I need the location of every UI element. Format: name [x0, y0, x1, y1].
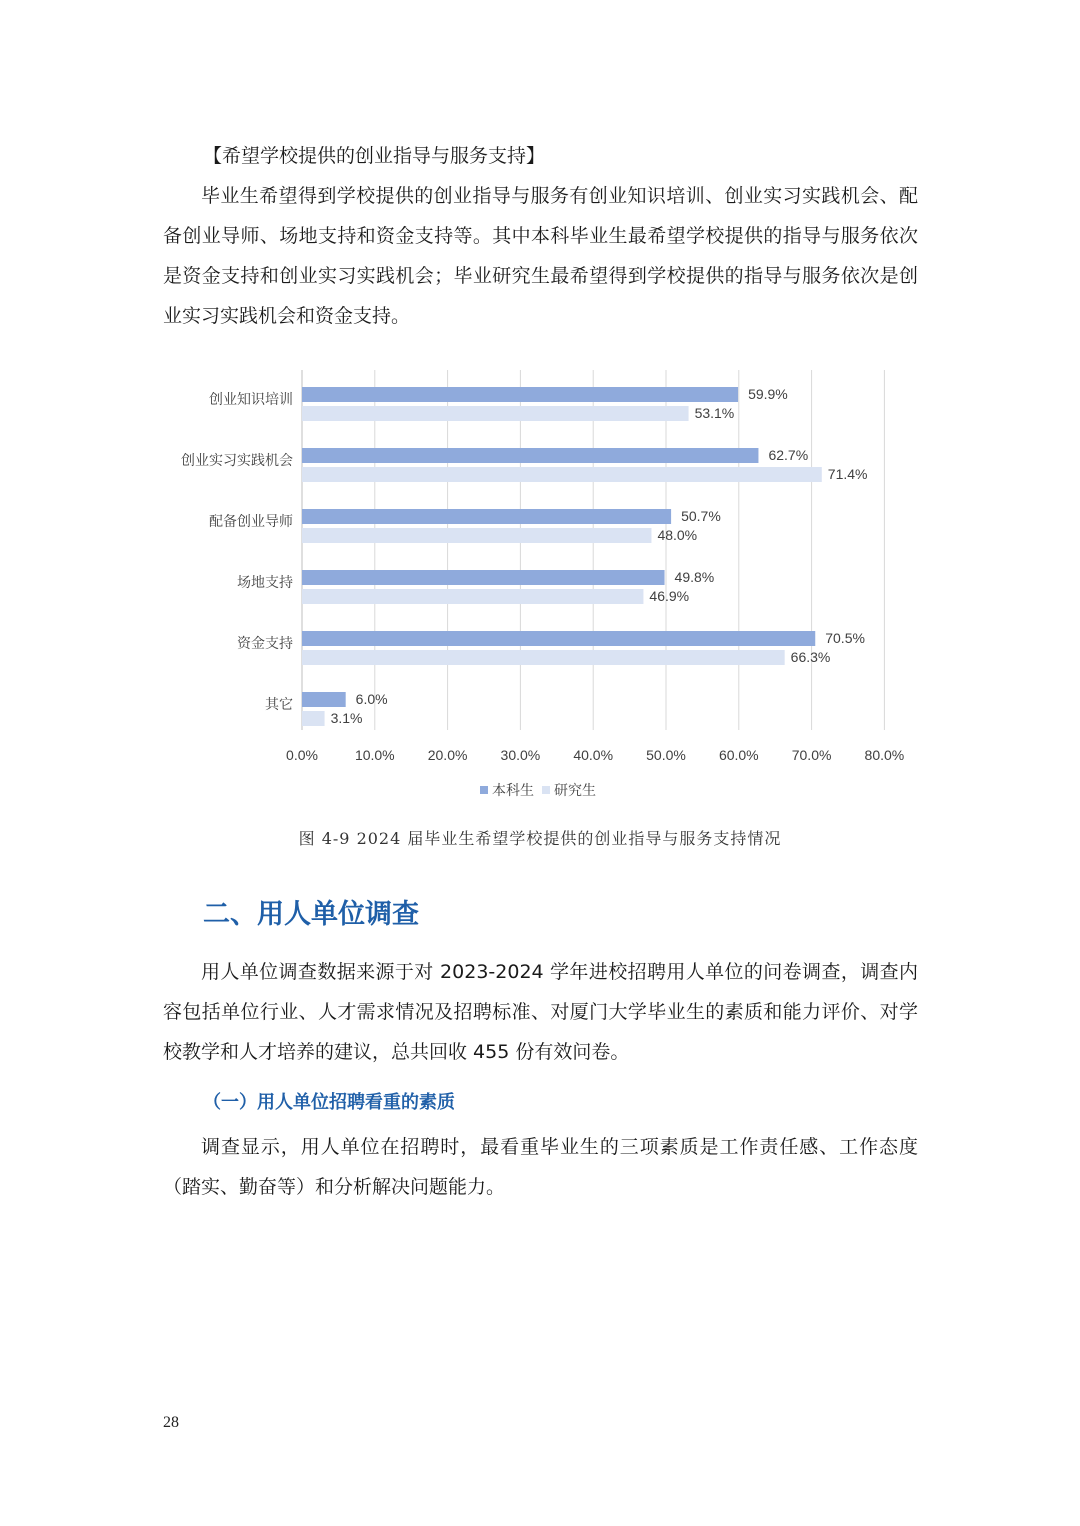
bar — [302, 528, 651, 543]
bar — [302, 387, 738, 402]
data-label: 53.1% — [694, 405, 735, 421]
data-label: 3.1% — [330, 710, 363, 726]
chart-category-labels — [181, 391, 293, 712]
x-tick-label: 10.0% — [354, 747, 395, 763]
section-bracket-heading: 【希望学校提供的创业指导与服务支持】 — [203, 145, 546, 167]
bar — [302, 509, 671, 524]
data-label: 62.7% — [768, 447, 809, 463]
bar — [302, 631, 815, 646]
x-tick-label: 50.0% — [646, 747, 686, 763]
category-label: 创业知识培训 — [209, 391, 293, 407]
x-tick-label: 70.0% — [791, 747, 832, 763]
data-label: 49.8% — [674, 569, 715, 585]
data-label: 71.4% — [827, 466, 868, 482]
x-tick-label: 40.0% — [573, 747, 614, 763]
data-label: 48.0% — [657, 527, 698, 543]
category-label: 资金支持 — [237, 635, 293, 651]
bar — [302, 406, 689, 421]
section-title: 二、用人单位调查 — [203, 899, 419, 930]
data-label: 59.9% — [748, 386, 788, 402]
data-label: 46.9% — [649, 588, 690, 604]
data-label: 70.5% — [825, 630, 865, 646]
category-label: 配备创业导师 — [209, 513, 293, 529]
chart-bars — [302, 386, 867, 726]
x-tick-label: 80.0% — [864, 747, 905, 763]
x-tick-label: 0.0% — [286, 747, 318, 763]
category-label: 创业实习实践机会 — [181, 452, 293, 468]
bar — [302, 650, 785, 665]
figure-caption: 图 4-9 2024 届毕业生希望学校提供的创业指导与服务支持情况 — [298, 829, 782, 848]
x-tick-label: 60.0% — [718, 747, 759, 763]
entrepreneurship-support-chart — [160, 360, 920, 810]
paragraph-employer-survey: 用人单位调查数据来源于对 2023-2024 学年进校招聘用人单位的问卷调查，调查内容包括单位行业、人才需求情况及招聘标准、对厦门大学毕业生的素质和能力评价、对学校教学和人才培养的建议，总共回收 455 份有效问卷。 — [163, 961, 918, 1063]
chart-x-tick-labels — [286, 747, 904, 763]
legend-swatch — [480, 786, 488, 794]
bar — [302, 448, 758, 463]
subsection-title: （一）用人单位招聘看重的素质 — [203, 1092, 455, 1113]
legend-label: 本科生 — [492, 782, 534, 798]
paragraph-entrepreneurship: 毕业生希望得到学校提供的创业指导与服务有创业知识培训、创业实习实践机会、配备创业导师、场地支持和资金支持等。其中本科毕业生最希望学校提供的指导与服务依次是资金支持和创业实习实践机会；毕业研究生最希望得到学校提供的指导与服务依次是创业实习实践机会和资金支持。 — [163, 185, 918, 327]
bar — [302, 467, 822, 482]
bar — [302, 692, 346, 707]
legend-swatch — [542, 786, 550, 794]
bar — [302, 570, 665, 585]
bar — [302, 711, 325, 726]
chart-gridlines — [302, 370, 884, 730]
bar — [302, 589, 643, 604]
legend-label: 研究生 — [554, 782, 596, 798]
category-label: 其它 — [265, 696, 293, 712]
category-label: 场地支持 — [237, 574, 293, 590]
data-label: 66.3% — [790, 649, 831, 665]
paragraph-employer-qualities: 调查显示，用人单位在招聘时，最看重毕业生的三项素质是工作责任感、工作态度（踏实、勤奋等）和分析解决问题能力。 — [163, 1136, 918, 1198]
page-number: 28 — [163, 1414, 179, 1431]
chart-legend — [480, 782, 596, 798]
x-tick-label: 20.0% — [427, 747, 468, 763]
data-label: 50.7% — [681, 508, 721, 524]
x-tick-label: 30.0% — [500, 747, 541, 763]
data-label: 6.0% — [355, 691, 388, 707]
